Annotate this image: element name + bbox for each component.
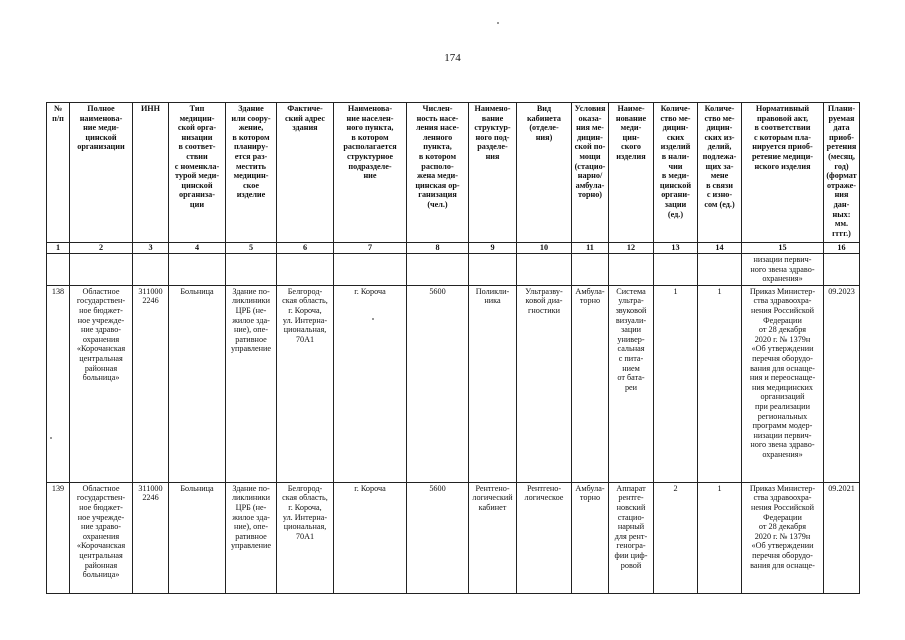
qty-replace: 1: [698, 482, 742, 593]
inn: 311000 2246: [133, 482, 169, 593]
population: 5600: [407, 285, 469, 482]
empty-cell: [609, 254, 654, 286]
care-conditions: Амбула- торно: [572, 482, 609, 593]
empty-cell: [469, 254, 517, 286]
inn: 311000 2246: [133, 285, 169, 482]
column-number-row: [47, 243, 860, 254]
empty-cell: [169, 254, 226, 286]
column-number: 2: [70, 243, 133, 254]
legal-act: Приказ Министер- ства здравоохра- нения Российской Федерации от 28 декабря 2020 г. № 1379н «Об утверждении перечня оборудо- вания для оснаще-: [742, 482, 824, 593]
header-cell-address: Фактиче- ский адрес здания: [277, 103, 334, 243]
row-number: 139: [47, 482, 70, 593]
legal-act: Приказ Министер- ства здравоохра- нения Российской Федерации от 28 декабря 2020 г. № 1379н «Об утверждении перечня оборудо- вания для оснаще- ния и переоснаще- ния медицинских организаций при реализации региональных программ модер- низации первич- ного звена здраво- охранения»: [742, 285, 824, 482]
column-number: 16: [824, 243, 860, 254]
header-cell-legal-act: Нормативный правовой акт, в соответствии с которым пла- нируется приоб- ретение медици- нского изделия: [742, 103, 824, 243]
header-cell-device: Наиме- нование меди- цин- ского изделия: [609, 103, 654, 243]
building: Здание по- ликлиники ЦРБ (не- жилое зда- ние), опе- ративное управление: [226, 482, 277, 593]
header-cell-qty-replace: Количе- ство ме- дицин- ских из- делий, подлежа- щих за- мене в связи с изно- сом (ед.): [698, 103, 742, 243]
column-number: 4: [169, 243, 226, 254]
empty-cell: [226, 254, 277, 286]
column-number: 11: [572, 243, 609, 254]
population: 5600: [407, 482, 469, 593]
header-cell-cabinet: Вид кабинета (отделе- ния): [517, 103, 572, 243]
table-row: [47, 482, 860, 593]
qty-replace: 1: [698, 285, 742, 482]
header-cell-number: № п/п: [47, 103, 70, 243]
header-cell-unit: Наимено- вание структур- ного под- разделе- ния: [469, 103, 517, 243]
column-number: 10: [517, 243, 572, 254]
org-type: Больница: [169, 285, 226, 482]
qty-available: 2: [654, 482, 698, 593]
column-number: 6: [277, 243, 334, 254]
header-cell-locality: Наименова- ние населен- ного пункта, в котором располагается структурное подразделе- ние: [334, 103, 407, 243]
structural-unit: Поликли- ника: [469, 285, 517, 482]
column-number: 3: [133, 243, 169, 254]
header-row: [47, 103, 860, 243]
planned-date: 09.2021: [824, 482, 860, 593]
empty-cell: [654, 254, 698, 286]
empty-cell: [133, 254, 169, 286]
header-cell-inn: ИНН: [133, 103, 169, 243]
org-name: Областное государствен- ное бюджет- ное учрежде- ние здраво- охранения «Корочанская центральная районная больница»: [70, 482, 133, 593]
planned-date: 09.2023: [824, 285, 860, 482]
scan-speck: [497, 22, 499, 24]
column-number: 13: [654, 243, 698, 254]
column-number: 12: [609, 243, 654, 254]
header-cell-conditions: Условия оказа- ния ме- дицин- ской по- мощи (стацио- нарно/ амбула- торно): [572, 103, 609, 243]
device-name: Система ультра- звуковой визуали- зации универ- сальная с пита- нием от бата- реи: [609, 285, 654, 482]
empty-cell: [47, 254, 70, 286]
locality: г. Короча: [334, 285, 407, 482]
empty-cell: [70, 254, 133, 286]
care-conditions: Амбула- торно: [572, 285, 609, 482]
empty-cell: [698, 254, 742, 286]
org-name: Областное государствен- ное бюджет- ное учрежде- ние здраво- охранения «Корочанская центральная районная больница»: [70, 285, 133, 482]
column-number: 14: [698, 243, 742, 254]
table-row: [47, 285, 860, 482]
header-cell-org-name: Полное наименова- ние меди- цинской организации: [70, 103, 133, 243]
column-number: 5: [226, 243, 277, 254]
header-cell-building: Здание или соору- жение, в котором планиру- ется раз- местить медицин- ское изделие: [226, 103, 277, 243]
column-number: 8: [407, 243, 469, 254]
empty-cell: [334, 254, 407, 286]
empty-cell: [572, 254, 609, 286]
device-name: Аппарат рентге- новский стацио- нарный для рент- геногра- фии циф- ровой: [609, 482, 654, 593]
header-cell-planned-date: Плани- руемая дата приоб- ретения (месяц, год) (формат отраже- ния дан- ных: мм. гггг.): [824, 103, 860, 243]
row-number: 138: [47, 285, 70, 482]
building: Здание по- ликлиники ЦРБ (не- жилое зда- ние), опе- ративное управление: [226, 285, 277, 482]
header-cell-org-type: Тип медицин- ской орга- низации в соответ- ствии с номенкла- турой меди- цинской организа- ции: [169, 103, 226, 243]
legal-act-continuation: низации первич- ного звена здраво- охранения»: [742, 254, 824, 286]
page-number: 174: [444, 52, 461, 64]
column-number: 15: [742, 243, 824, 254]
structural-unit: Рентгено- логический кабинет: [469, 482, 517, 593]
continuation-row: [47, 254, 860, 286]
column-number: 7: [334, 243, 407, 254]
empty-cell: [517, 254, 572, 286]
locality: г. Короча: [334, 482, 407, 593]
empty-cell: [407, 254, 469, 286]
column-number: 9: [469, 243, 517, 254]
header-cell-qty-available: Количе- ство ме- дицин- ских изделий в нали- чии в меди- цинской органи- зации (ед.): [654, 103, 698, 243]
cabinet-type: Рентгено- логическое: [517, 482, 572, 593]
header-cell-population: Числен- ность насе- ления насе- ленного пункта, в котором располо- жена меди- цинская ор- ганизация (чел.): [407, 103, 469, 243]
org-type: Больница: [169, 482, 226, 593]
address: Белгород- ская область, г. Короча, ул. Интерна- циональная, 70А1: [277, 285, 334, 482]
address: Белгород- ская область, г. Короча, ул. Интерна- циональная, 70А1: [277, 482, 334, 593]
qty-available: 1: [654, 285, 698, 482]
cabinet-type: Ультразву- ковой диа- гностики: [517, 285, 572, 482]
empty-cell: [277, 254, 334, 286]
empty-cell: [824, 254, 860, 286]
column-number: 1: [47, 243, 70, 254]
equipment-table: [46, 102, 860, 594]
